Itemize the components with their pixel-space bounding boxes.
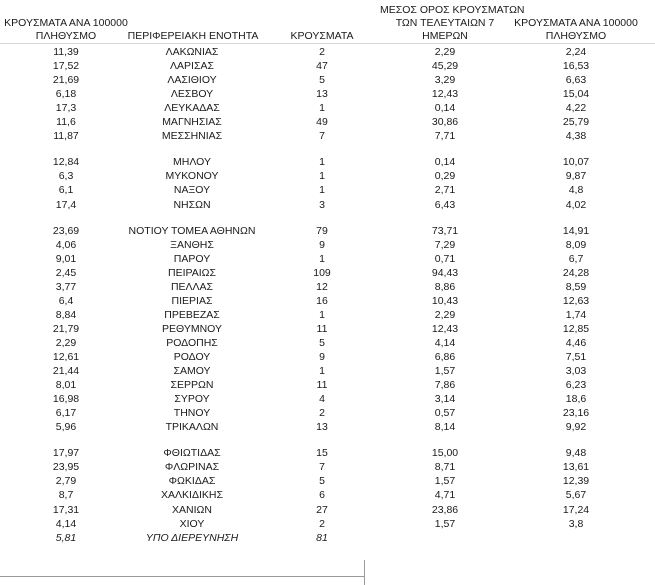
cell-cases: 49 xyxy=(316,116,328,129)
header-col0-line2: ΠΛΗΘΥΣΜΟ xyxy=(35,30,97,42)
cell-per100k: 6,23 xyxy=(565,379,587,392)
cell-per100k: 10,07 xyxy=(562,156,590,169)
cell-region: ΦΛΩΡΙΝΑΣ xyxy=(164,461,220,474)
cell-cases: 1 xyxy=(319,156,325,169)
cell-prev-per100k: 5,81 xyxy=(55,531,77,544)
cell-per100k: 13,61 xyxy=(562,461,590,474)
header-col0-line1: ΚΡΟΥΣΜΑΤΑ ΑΝΑ 100000 xyxy=(4,17,128,29)
cell-region: ΣΑΜΟΥ xyxy=(173,365,211,378)
cell-cases: 47 xyxy=(316,60,328,73)
table-row xyxy=(0,169,655,183)
cell-per100k: 14,91 xyxy=(562,224,590,237)
cell-per100k: 9,87 xyxy=(565,170,587,183)
cell-per100k: 4,22 xyxy=(565,102,587,115)
cell-prev-per100k: 12,61 xyxy=(52,351,80,363)
cell-region: ΥΠΟ ΔΙΕΡΕΥΝΗΣΗ xyxy=(145,531,239,544)
cell-region: ΛΕΣΒΟΥ xyxy=(170,88,214,101)
cell-avg7: 45,29 xyxy=(431,60,459,73)
header-avg7-line3: ΗΜΕΡΩΝ xyxy=(422,30,468,42)
cell-avg7: 1,57 xyxy=(434,517,456,530)
cell-prev-per100k: 21,44 xyxy=(52,365,80,378)
cell-region: ΧΙΟΥ xyxy=(179,517,205,530)
cell-per100k: 4,02 xyxy=(565,198,587,211)
cell-avg7: 3,14 xyxy=(434,393,456,406)
cell-cases: 3 xyxy=(319,198,325,211)
cell-region: ΛΕΥΚΑΔΑΣ xyxy=(164,102,220,115)
cell-region: ΣΕΡΡΩΝ xyxy=(170,379,214,392)
header-avg7-line1: ΜΕΣΟΣ ΟΡΟΣ ΚΡΟΥΣΜΑΤΩΝ xyxy=(380,4,525,16)
table-row xyxy=(0,87,655,101)
cell-prev-per100k: 6,18 xyxy=(55,88,77,101)
cell-prev-per100k: 8,84 xyxy=(55,308,77,321)
cell-cases: 11 xyxy=(316,379,328,392)
cell-per100k: 2,24 xyxy=(565,46,587,58)
cell-prev-per100k: 5,96 xyxy=(55,421,77,434)
header-per100k-line2: ΠΛΗΘΥΣΜΟ xyxy=(545,30,607,42)
cell-per100k: 8,09 xyxy=(565,238,587,251)
cell-region: ΜΕΣΣΗΝΙΑΣ xyxy=(161,130,223,143)
cell-region: ΝΗΣΩΝ xyxy=(173,198,211,211)
cell-avg7: 0,57 xyxy=(434,407,456,420)
table-row xyxy=(0,460,655,474)
table-row xyxy=(0,198,655,212)
cell-region: ΤΗΝΟΥ xyxy=(173,407,211,420)
cell-prev-per100k: 6,4 xyxy=(58,294,74,307)
cell-region: ΧΑΝΙΩΝ xyxy=(172,503,212,516)
header-region: ΠΕΡΙΦΕΡΕΙΑΚΗ ΕΝΟΤΗΤΑ xyxy=(127,30,259,42)
cell-avg7: 0,14 xyxy=(434,156,456,169)
cell-region: ΜΑΓΝΗΣΙΑΣ xyxy=(162,116,222,129)
table-row xyxy=(0,474,655,488)
cell-per100k: 3,8 xyxy=(568,517,584,530)
table-row xyxy=(0,322,655,336)
cell-avg7: 8,71 xyxy=(434,461,456,474)
cell-per100k: 8,59 xyxy=(565,280,587,293)
cell-prev-per100k: 6,3 xyxy=(58,170,74,183)
cell-avg7: 12,43 xyxy=(431,88,459,101)
cell-avg7: 0,29 xyxy=(434,170,456,183)
cell-cases: 9 xyxy=(319,238,325,251)
table-row xyxy=(0,155,655,169)
cell-per100k: 9,48 xyxy=(565,447,587,460)
cell-prev-per100k: 21,79 xyxy=(52,322,80,335)
table-row xyxy=(0,129,655,143)
cell-cases: 11 xyxy=(316,322,328,335)
cell-prev-per100k: 23,69 xyxy=(52,224,80,237)
cell-cases: 81 xyxy=(316,531,328,544)
cell-cases: 5 xyxy=(319,336,325,349)
cell-prev-per100k: 3,77 xyxy=(55,280,77,293)
cell-prev-per100k: 11,39 xyxy=(53,46,79,58)
cell-per100k: 16,53 xyxy=(562,60,590,73)
cell-region: ΛΑΚΩΝΙΑΣ xyxy=(165,46,219,58)
cell-region: ΠΕΛΛΑΣ xyxy=(170,280,214,293)
cell-region: ΧΑΛΚΙΔΙΚΗΣ xyxy=(161,489,223,502)
cell-avg7: 7,86 xyxy=(434,379,456,392)
cell-cases: 12 xyxy=(316,280,328,293)
cell-prev-per100k: 2,29 xyxy=(55,336,77,349)
cell-cases: 16 xyxy=(316,294,328,307)
table-row xyxy=(0,392,655,406)
cell-avg7: 0,14 xyxy=(434,102,456,115)
cell-region: ΜΗΛΟΥ xyxy=(173,156,211,169)
cell-region: ΠΑΡΟΥ xyxy=(173,252,211,265)
table-row xyxy=(0,73,655,87)
cell-region: ΠΙΕΡΙΑΣ xyxy=(171,294,213,307)
cell-cases: 4 xyxy=(319,393,325,406)
cell-per100k: 6,63 xyxy=(565,74,587,87)
cell-prev-per100k: 17,3 xyxy=(55,102,77,115)
cell-prev-per100k: 8,01 xyxy=(55,379,77,392)
header-per100k-line1: ΚΡΟΥΣΜΑΤΑ ΑΝΑ 100000 xyxy=(514,17,638,29)
cell-cases: 5 xyxy=(319,475,325,488)
table-row xyxy=(0,59,655,73)
cell-prev-per100k: 2,79 xyxy=(55,475,77,488)
cell-per100k: 12,63 xyxy=(562,294,590,307)
table-row xyxy=(0,224,655,238)
cell-per100k: 12,85 xyxy=(562,322,590,335)
cell-region: ΛΑΡΙΣΑΣ xyxy=(170,60,214,73)
table-row xyxy=(0,336,655,350)
cell-per100k: 4,46 xyxy=(565,336,587,349)
cell-avg7: 4,71 xyxy=(434,489,456,502)
cell-cases: 2 xyxy=(319,517,325,530)
cell-cases: 1 xyxy=(319,365,325,378)
table-row xyxy=(0,101,655,115)
cell-avg7: 2,71 xyxy=(434,184,456,197)
cell-prev-per100k: 12,84 xyxy=(52,156,80,169)
cell-cases: 79 xyxy=(316,224,328,237)
cell-per100k: 7,51 xyxy=(565,351,587,363)
cell-avg7: 30,86 xyxy=(431,116,459,129)
cell-cases: 1 xyxy=(319,308,325,321)
cell-avg7: 12,43 xyxy=(431,322,459,335)
table-row xyxy=(0,45,655,59)
cell-prev-per100k: 6,17 xyxy=(55,407,77,420)
cell-region: ΤΡΙΚΑΛΩΝ xyxy=(165,421,219,434)
cell-avg7: 2,29 xyxy=(434,308,456,321)
cell-cases: 1 xyxy=(319,170,325,183)
cell-cases: 1 xyxy=(319,252,325,265)
cell-cases: 9 xyxy=(319,351,325,363)
cell-per100k: 18,6 xyxy=(565,393,587,406)
cell-per100k: 6,7 xyxy=(568,252,584,265)
table-row xyxy=(0,406,655,420)
table-row xyxy=(0,280,655,294)
cell-avg7: 3,29 xyxy=(434,74,456,87)
cell-prev-per100k: 21,69 xyxy=(52,74,80,87)
cell-cases: 15 xyxy=(316,447,328,460)
table-row xyxy=(0,503,655,517)
cell-region: ΡΟΔΟΠΗΣ xyxy=(166,336,218,349)
table-row xyxy=(0,517,655,531)
table-row xyxy=(0,420,655,434)
table-row xyxy=(0,364,655,378)
cell-avg7: 94,43 xyxy=(431,266,459,279)
cell-avg7: 6,43 xyxy=(434,198,456,211)
cell-per100k: 25,79 xyxy=(562,116,590,129)
table-rule-right xyxy=(364,560,365,585)
header-avg7-line2: ΤΩΝ ΤΕΛΕΥΤΑΙΩΝ 7 xyxy=(395,17,495,29)
cell-region: ΝΟΤΙΟΥ ΤΟΜΕΑ ΑΘΗΝΩΝ xyxy=(128,224,256,237)
cell-avg7: 7,71 xyxy=(434,130,456,143)
cell-prev-per100k: 17,97 xyxy=(52,447,80,460)
cell-avg7: 2,29 xyxy=(434,46,456,58)
cell-avg7: 8,14 xyxy=(434,421,456,434)
cell-avg7: 1,57 xyxy=(434,475,456,488)
cell-avg7: 15,00 xyxy=(431,447,459,460)
cell-avg7: 1,57 xyxy=(434,365,456,378)
cell-avg7: 7,29 xyxy=(434,238,456,251)
cell-per100k: 1,74 xyxy=(565,308,587,321)
table-row xyxy=(0,294,655,308)
cell-cases: 7 xyxy=(319,130,325,143)
cell-cases: 27 xyxy=(316,503,328,516)
cell-region: ΝΑΞΟΥ xyxy=(173,184,211,197)
table-row xyxy=(0,378,655,392)
cell-region: ΦΩΚΙΔΑΣ xyxy=(168,475,216,488)
header-underline xyxy=(0,43,655,44)
cell-avg7: 4,14 xyxy=(434,336,456,349)
cell-prev-per100k: 16,98 xyxy=(52,393,80,406)
cell-cases: 1 xyxy=(319,184,325,197)
cell-cases: 6 xyxy=(319,489,325,502)
cell-prev-per100k: 8,7 xyxy=(58,489,74,502)
cell-avg7: 6,86 xyxy=(434,351,456,363)
cell-prev-per100k: 23,95 xyxy=(52,461,80,474)
cell-region: ΞΑΝΘΗΣ xyxy=(170,238,214,251)
cell-prev-per100k: 17,4 xyxy=(55,198,77,211)
cell-region: ΡΟΔΟΥ xyxy=(173,351,211,363)
cell-prev-per100k: 2,45 xyxy=(55,266,77,279)
table-row xyxy=(0,183,655,197)
cell-cases: 7 xyxy=(319,461,325,474)
cell-region: ΡΕΘΥΜΝΟΥ xyxy=(161,322,222,335)
table-row xyxy=(0,488,655,502)
cell-prev-per100k: 17,31 xyxy=(52,503,80,516)
cell-prev-per100k: 11,87 xyxy=(53,130,79,143)
cell-prev-per100k: 6,1 xyxy=(58,184,74,197)
cell-prev-per100k: 17,52 xyxy=(52,60,80,73)
table-row xyxy=(0,252,655,266)
cell-cases: 5 xyxy=(319,74,325,87)
cell-per100k: 12,39 xyxy=(562,475,590,488)
cell-per100k: 23,16 xyxy=(562,407,590,420)
cell-cases: 13 xyxy=(316,421,328,434)
table-row xyxy=(0,446,655,460)
cell-cases: 1 xyxy=(319,102,325,115)
table-row xyxy=(0,238,655,252)
cell-avg7: 73,71 xyxy=(431,224,459,237)
table-row xyxy=(0,531,655,545)
cell-cases: 13 xyxy=(316,88,328,101)
cell-region: ΣΥΡΟΥ xyxy=(174,393,210,406)
header-cases: ΚΡΟΥΣΜΑΤΑ xyxy=(290,30,354,42)
cell-region: ΜΥΚΟΝΟΥ xyxy=(165,170,219,183)
cell-per100k: 3,03 xyxy=(565,365,587,378)
cell-per100k: 5,67 xyxy=(565,489,587,502)
cell-avg7: 8,86 xyxy=(434,280,456,293)
cell-avg7: 0,71 xyxy=(434,252,456,265)
cell-avg7: 23,86 xyxy=(431,503,459,516)
cell-region: ΠΕΙΡΑΙΩΣ xyxy=(168,266,216,279)
cell-per100k: 4,8 xyxy=(568,184,584,197)
cell-per100k: 24,28 xyxy=(562,266,590,279)
cell-region: ΦΘΙΩΤΙΔΑΣ xyxy=(163,447,221,460)
cell-prev-per100k: 9,01 xyxy=(55,252,77,265)
table-row xyxy=(0,115,655,129)
table-row xyxy=(0,308,655,322)
cell-region: ΠΡΕΒΕΖΑΣ xyxy=(164,308,220,321)
cell-per100k: 17,24 xyxy=(562,503,590,516)
cell-region: ΛΑΣΙΘΙΟΥ xyxy=(167,74,217,87)
cell-cases: 2 xyxy=(319,46,325,58)
cell-cases: 109 xyxy=(313,266,331,279)
cell-avg7: 10,43 xyxy=(431,294,459,307)
table-row xyxy=(0,350,655,364)
table-row xyxy=(0,266,655,280)
cell-per100k: 9,92 xyxy=(565,421,587,434)
cell-cases: 2 xyxy=(319,407,325,420)
table-rule-bottom xyxy=(0,576,365,577)
cell-per100k: 15,04 xyxy=(562,88,590,101)
cell-prev-per100k: 11,6 xyxy=(56,116,76,129)
cell-per100k: 4,38 xyxy=(565,130,587,143)
cell-prev-per100k: 4,14 xyxy=(55,517,77,530)
cell-prev-per100k: 4,06 xyxy=(55,238,77,251)
